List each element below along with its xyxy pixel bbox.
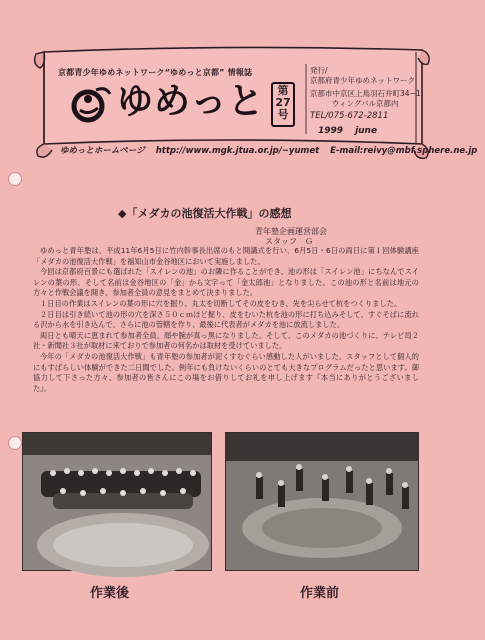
yumet-logo-icon (66, 84, 114, 124)
homepage-label: ゆめっとホームページ (60, 146, 145, 156)
email-address: E-mail:reivy@mbf.sphere.ne.jp (330, 146, 478, 156)
publisher-name: 京都府青少年ゆめネットワーク (310, 76, 415, 85)
article-paragraph: 両日とも晴天に恵まれて参加者全員、顔や腕が真っ黒になりました。そして、このメダカの池づくりに、テレビ局２社・新聞社３社が取材に来ておりで参加者の何名かは取材を受けていました。 (33, 330, 419, 351)
photo-before-work (225, 432, 419, 571)
article-body (33, 246, 419, 394)
issue-year: 1999 (318, 126, 344, 136)
binder-hole (8, 172, 22, 186)
caption-after-work: 作業後 (90, 586, 130, 601)
byline-organization: 青年塾企画運営部会 (255, 227, 327, 236)
address-line-2: ウィングバル京都内 (332, 99, 399, 108)
article-byline (255, 227, 327, 247)
issue-number-badge (271, 82, 295, 127)
article-paragraph: ゆめっと青年塾は、平成11年6月5日に竹内幹事長出席のもと開講式を行い、6月5日・6日の両日に第１回体験講座「メダカの池復活大作戦」を福知山市金谷地区において実施しました。 (33, 246, 419, 266)
article-headline: ◆「メダカの池復活大作戦」の感想 (118, 207, 292, 220)
byline-staff: スタッフ Ｇ (265, 237, 313, 246)
article-paragraph: ２日目は引き続いて池の形の穴を深さ５０ｃｍほど掘り、皮をむいた杭を池の形に打ち込みそして、すぐそばに流れる沢から水を引き込んで、さらに池の管轄を作り、最後に代表者がメダカを池に放流しました。 (33, 309, 419, 330)
binder-hole (8, 436, 22, 450)
article-paragraph: 今回は京都府百景にも選ばれた「スイレンの池」のお隣に作ることができ、池の形は「スイレン池」にちなんでスイレンの葉の形、そして名前は金谷地区の「金」から文字って「金太郎池」となりました。この池の形と名前は地元の方々と作戦会議を開き、参加者全員の意見をまとめて決まりました。 (33, 267, 419, 298)
issue-prefix: 第 (277, 84, 289, 97)
masthead-subtitle: 京都青少年ゆめネットワーク“ゆめっと京都” 情報誌 (58, 68, 253, 77)
address-line-1: 京都市中京区上鳥羽石井町34−1 (310, 89, 421, 98)
issue-number: 27 (275, 96, 291, 109)
publisher-label: 発行/ (310, 66, 328, 75)
homepage-url: http://www.mgk.jtua.or.jp/~yumet (155, 146, 320, 156)
issue-suffix: 号 (277, 108, 289, 121)
newsletter-title: ゆめっと (117, 81, 265, 122)
article-paragraph: 今年の「メダカの池復活大作戦」も青年塾の参加者が泥くすむぐらい感動した人がいました。スタッフとして個人的にもすばらしい体験ができた二日間でした。例年にも負けないくらいのとても大きなプログラムだったと思います。御協力して下さった方々、参加者の皆さんにこの場をお借りしてお礼を申し上げます『本当にありがとうございました』。 (33, 351, 419, 393)
contact-line (60, 144, 485, 156)
photo-after-work (22, 432, 212, 571)
article-paragraph: １日目の作業はスイレンの葉の形に穴を掘り、丸太を切断してその皮をむき、先を尖らせて杭をつくりました。 (40, 298, 402, 308)
caption-before-work: 作業前 (300, 586, 340, 601)
publisher-info (310, 66, 421, 121)
phone-number: TEL/075-672-2811 (310, 111, 389, 121)
issue-date (318, 126, 377, 136)
issue-month: june (355, 126, 378, 136)
